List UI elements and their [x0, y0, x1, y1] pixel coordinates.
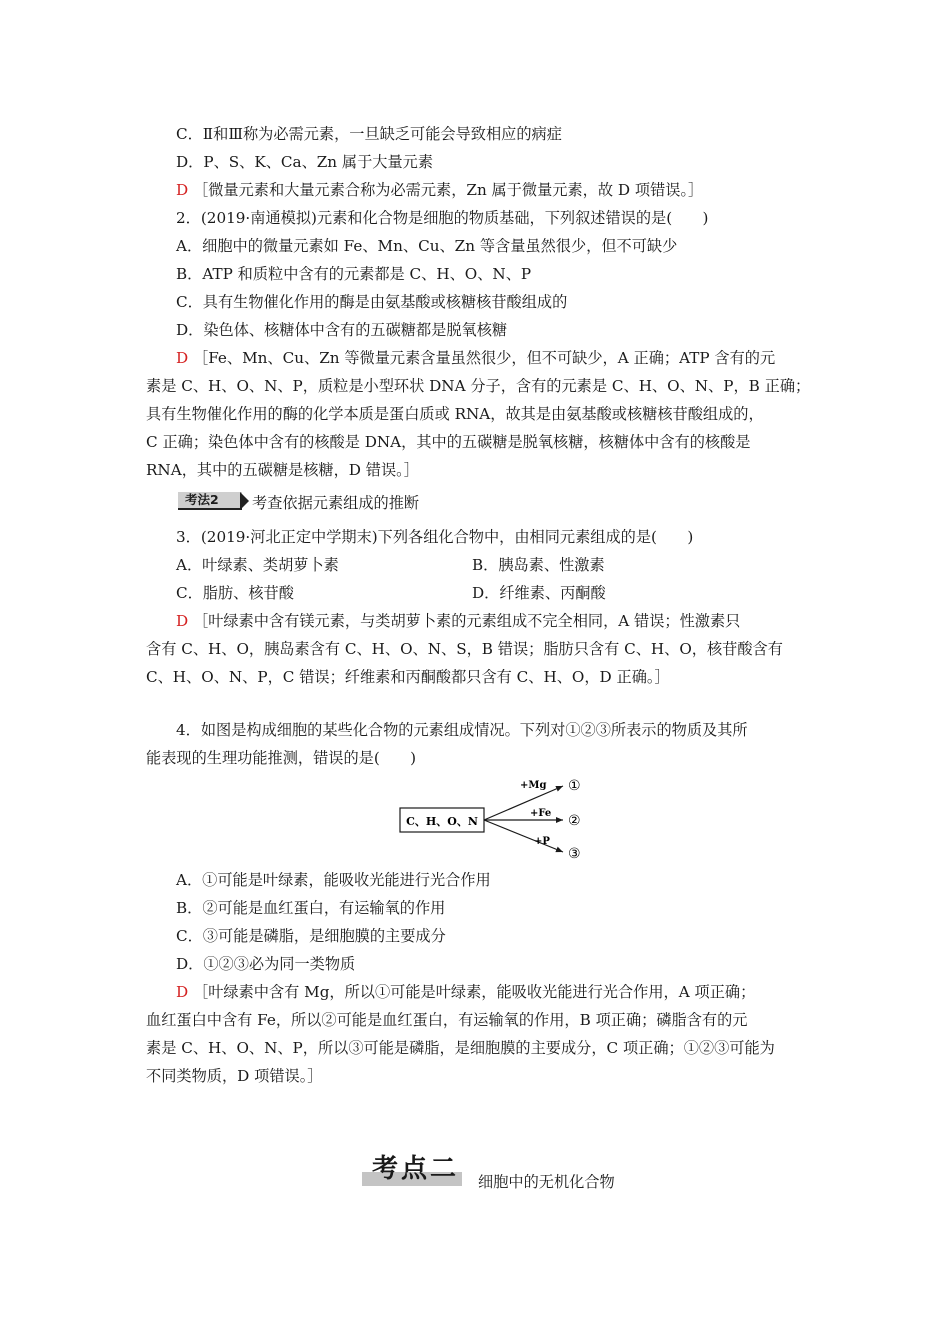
target-2: ② [568, 813, 581, 829]
q3-answer-letter: D [176, 612, 189, 630]
section-subtitle: 细胞中的无机化合物 [478, 1173, 615, 1191]
q1-answer [176, 180, 703, 200]
q4-option-b: B．②可能是血红蛋白，有运输氧的作用 [176, 899, 446, 917]
q4-explanation-line: 不同类物质，D 项错误。］ [146, 1067, 323, 1085]
q4-explanation-line: ［叶绿素中含有 Mg，所以①可能是叶绿素，能吸收光能进行光合作用，A 项正确； [193, 983, 756, 1001]
q4-stem-line: 4．如图是构成细胞的某些化合物的元素组成情况。下列对①②③所表示的物质及其所 [176, 721, 748, 739]
arrow-p [484, 820, 563, 852]
q2-option-d: D．染色体、核糖体中含有的五碳糖都是脱氧核糖 [176, 321, 508, 339]
q2-option-c: C．具有生物催化作用的酶是由氨基酸或核糖核苷酸组成的 [176, 293, 568, 311]
arrow-label-mg: +Mg [520, 780, 547, 791]
target-3: ③ [568, 846, 581, 862]
arrow-label-p: +P [534, 836, 550, 847]
q3-explanation-line: ［叶绿素中含有镁元素，与类胡萝卜素的元素组成不完全相同，A 错误；性激素只 [193, 612, 741, 630]
q3-explanation-line: C、H、O、N、P，C 错误；纤维素和丙酮酸都只含有 C、H、O，D 正确。］ [146, 668, 670, 686]
q1-option-d: D．P、S、K、Ca、Zn 属于大量元素 [176, 153, 434, 171]
q4-stem-line: 能表现的生理功能推测，错误的是( ) [146, 749, 417, 767]
q3-option-b: B．胰岛素、性激素 [472, 556, 605, 574]
q2-answer [176, 348, 775, 368]
method-title: 考查依据元素组成的推断 [252, 494, 420, 512]
q1-answer-letter: D [176, 181, 189, 199]
q4-answer-letter: D [176, 983, 189, 1001]
q3-stem: 3．(2019·河北正定中学期末)下列各组化合物中，由相同元素组成的是( ) [176, 528, 694, 546]
q2-explanation-line: RNA，其中的五碳糖是核糖，D 错误。］ [146, 461, 419, 479]
q4-option-c: C．③可能是磷脂，是细胞膜的主要成分 [176, 927, 446, 945]
method-tag: 考法2 [178, 492, 242, 510]
q2-option-a: A．细胞中的微量元素如 Fe、Mn、Cu、Zn 等含量虽然很少，但不可缺少 [176, 237, 678, 255]
q2-stem: 2．(2019·南通模拟)元素和化合物是细胞的物质基础，下列叙述错误的是( ) [176, 209, 709, 227]
q4-explanation-line: 素是 C、H、O、N、P，所以③可能是磷脂，是细胞膜的主要成分，C 项正确；①②③可能为 [146, 1039, 775, 1057]
q4-explanation-line: 血红蛋白中含有 Fe，所以②可能是血红蛋白，有运输氧的作用，B 项正确；磷脂含有的元 [146, 1011, 748, 1029]
q1-explanation: ［微量元素和大量元素合称为必需元素，Zn 属于微量元素，故 D 项错误。］ [193, 181, 704, 199]
q4-option-d: D．①②③必为同一类物质 [176, 955, 356, 973]
element-composition-diagram [396, 770, 596, 866]
q2-answer-letter: D [176, 349, 189, 367]
q3-option-d: D．纤维素、丙酮酸 [472, 584, 606, 602]
q3-option-a: A．叶绿素、类胡萝卜素 [176, 556, 339, 574]
target-1: ① [568, 778, 581, 794]
q2-explanation-line: ［Fe、Mn、Cu、Zn 等微量元素含量虽然很少，但不可缺少，A 正确；ATP 含有的元 [193, 349, 776, 367]
element-box-label: C、H、O、N [406, 815, 478, 828]
q2-explanation-line: 具有生物催化作用的酶的化学本质是蛋白质或 RNA，故其是由氨基酸或核糖核苷酸组成的， [146, 405, 764, 423]
method-tag-arrow [240, 492, 249, 510]
q2-explanation-line: C 正确；染色体中含有的核酸是 DNA，其中的五碳糖是脱氧核糖，核糖体中含有的核酸是 [146, 433, 751, 451]
q3-option-c: C．脂肪、核苷酸 [176, 584, 294, 602]
q3-answer [176, 611, 740, 631]
section-title: 考点二 [372, 1154, 460, 1184]
q3-explanation-line: 含有 C、H、O，胰岛素含有 C、H、O、N、S，B 错误；脂肪只含有 C、H、O，核苷酸含有 [146, 640, 783, 658]
q4-option-a: A．①可能是叶绿素，能吸收光能进行光合作用 [176, 871, 491, 889]
arrow-label-fe: +Fe [530, 808, 552, 819]
q4-answer [176, 982, 755, 1002]
q2-explanation-line: 素是 C、H、O、N、P，质粒是小型环状 DNA 分子，含有的元素是 C、H、O、N、P，B 正确； [146, 377, 811, 395]
q2-option-b: B．ATP 和质粒中含有的元素都是 C、H、O、N、P [176, 265, 532, 283]
q1-option-c: C．Ⅱ和Ⅲ称为必需元素，一旦缺乏可能会导致相应的病症 [176, 125, 562, 143]
